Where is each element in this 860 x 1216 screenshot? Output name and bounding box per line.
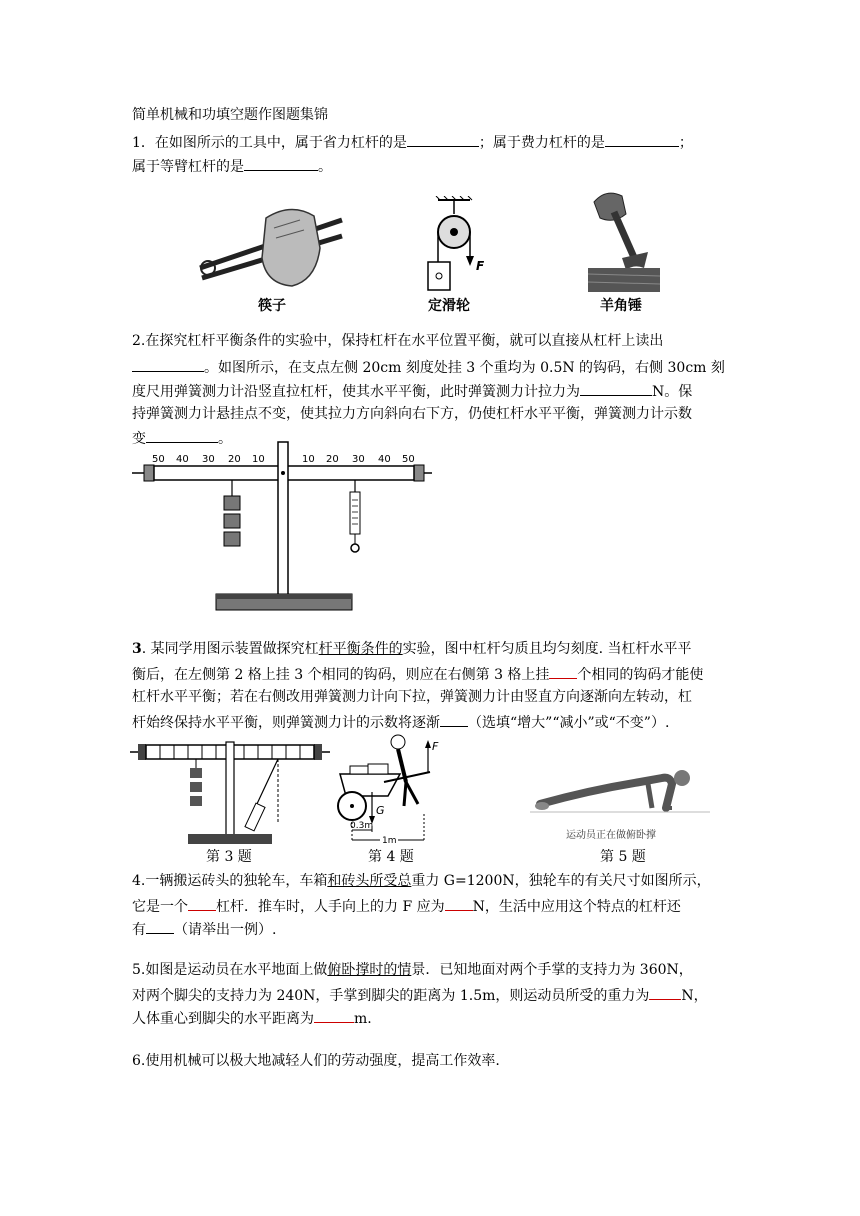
scale-right-30: 30 — [352, 454, 365, 465]
q2-line-2: 。如图所示，在支点左侧 20cm 刻度处挂 3 个重均为 0.5N 的钩码，右侧 30cm 刻 — [132, 357, 725, 377]
claw-hammer-figure — [586, 188, 662, 294]
scale-right-10: 10 — [302, 454, 315, 465]
q3-line-4: 杆始终保持水平平衡，则弹簧测力计的示数将逐渐 （选填“增大”“减小”或“不变”）. — [132, 712, 669, 732]
scale-right-20: 20 — [326, 454, 339, 465]
q5-line-1: 5.如图是运动员在水平地面上做俯卧撑时的情景．已知地面对两个手掌的支持力为 360N， — [132, 962, 693, 978]
q2-blank-2[interactable] — [580, 381, 652, 396]
fixed-pulley-figure — [420, 196, 490, 296]
pulley-force-label: F — [476, 259, 485, 273]
scale-left-30: 30 — [202, 454, 215, 465]
wheelbarrow-figure — [324, 734, 444, 846]
q1-blank-2[interactable] — [605, 132, 679, 147]
q2-line-4: 持弹簧测力计悬挂点不变，使其拉力方向斜向右下方，仍使杠杆水平平衡，弹簧测力计示数 — [132, 406, 692, 422]
scale-left-50: 50 — [152, 454, 165, 465]
scale-right-40: 40 — [378, 454, 391, 465]
q3-line-2: 衡后，在左侧第 2 格上挂 3 个相同的钩码，则应在右侧第 3 格上挂 个相同的钩码才能使 — [132, 664, 703, 684]
wheelbarrow-force-label: F — [432, 740, 439, 753]
q3-line-1: 3. 某同学用图示装置做探究杠杆平衡条件的实验，图中杠杆匀质且均匀刻度. 当杠杆水平平 — [132, 641, 692, 657]
caption-q3: 第 3 题 — [206, 849, 252, 865]
pushup-caption: 运动员正在做俯卧撑 — [566, 830, 656, 841]
q1-line-2: 属于等臂杠杆的是 。 — [132, 156, 332, 176]
q2-lever-figure — [132, 440, 432, 614]
q1-line-1: 1．在如图所示的工具中，属于省力杠杆的是 ；属于费力杠杆的是 ； — [132, 132, 693, 152]
q4-blank-3[interactable] — [146, 919, 174, 934]
wheelbarrow-dist-1m: 1m — [382, 836, 397, 846]
q2-line-5: 变 。 — [132, 428, 232, 448]
chopsticks-label: 筷子 — [258, 298, 286, 314]
q3-lever-figure — [130, 734, 330, 846]
pushup-figure — [530, 734, 710, 842]
q3-blank-1[interactable] — [549, 664, 577, 679]
fixed-pulley-label: 定滑轮 — [428, 298, 470, 314]
q4-blank-1[interactable] — [188, 896, 216, 911]
scale-right-50: 50 — [402, 454, 415, 465]
q5-blank-1[interactable] — [649, 985, 681, 1000]
q6-line-1: 6.使用机械可以极大地减轻人们的劳动强度，提高工作效率. — [132, 1053, 500, 1069]
q4-line-1: 4.一辆搬运砖头的独轮车，车箱和砖头所受总重力 G=1200N，独轮车的有关尺寸如图所示， — [132, 873, 711, 889]
q4-blank-2[interactable] — [445, 896, 473, 911]
q3-blank-2[interactable] — [440, 712, 468, 727]
claw-hammer-label: 羊角锤 — [600, 298, 642, 314]
scale-left-10: 10 — [252, 454, 265, 465]
chopsticks-figure — [196, 198, 346, 290]
q4-line-3: 有 （请举出一例）. — [132, 919, 276, 939]
q1-blank-3[interactable] — [244, 156, 318, 171]
q5-blank-2[interactable] — [314, 1008, 354, 1023]
q2-line-1: 2.在探究杠杆平衡条件的实验中，保持杠杆在水平位置平衡，就可以直接从杠杆上读出 — [132, 333, 664, 349]
wheelbarrow-gravity-label: G — [376, 804, 385, 817]
scale-left-20: 20 — [228, 454, 241, 465]
q4-line-2: 它是一个 杠杆．推车时，人手向上的力 F 应为 N，生活中应用这个特点的杠杆还 — [132, 896, 681, 916]
q2-line-3: 度尺用弹簧测力计沿竖直拉杠杆，使其水平平衡，此时弹簧测力计拉力为 N。保 — [132, 381, 692, 401]
caption-q5: 第 5 题 — [600, 849, 646, 865]
caption-q4: 第 4 题 — [368, 849, 414, 865]
q2-blank-1[interactable] — [132, 357, 204, 372]
q5-line-3: 人体重心到脚尖的水平距离为 m. — [132, 1008, 372, 1028]
scale-left-40: 40 — [176, 454, 189, 465]
q5-line-2: 对两个脚尖的支持力为 240N，手掌到脚尖的距离为 1.5m，则运动员所受的重力为 N， — [132, 985, 708, 1005]
q1-blank-1[interactable] — [407, 132, 479, 147]
wheelbarrow-dist-03: 0.3m — [350, 821, 374, 831]
q3-line-3: 杠杆水平平衡；若在右侧改用弹簧测力计向下拉，弹簧测力计由竖直方向逐渐向左转动，杠 — [132, 689, 692, 705]
page-title: 简单机械和功填空题作图题集锦 — [132, 107, 328, 123]
